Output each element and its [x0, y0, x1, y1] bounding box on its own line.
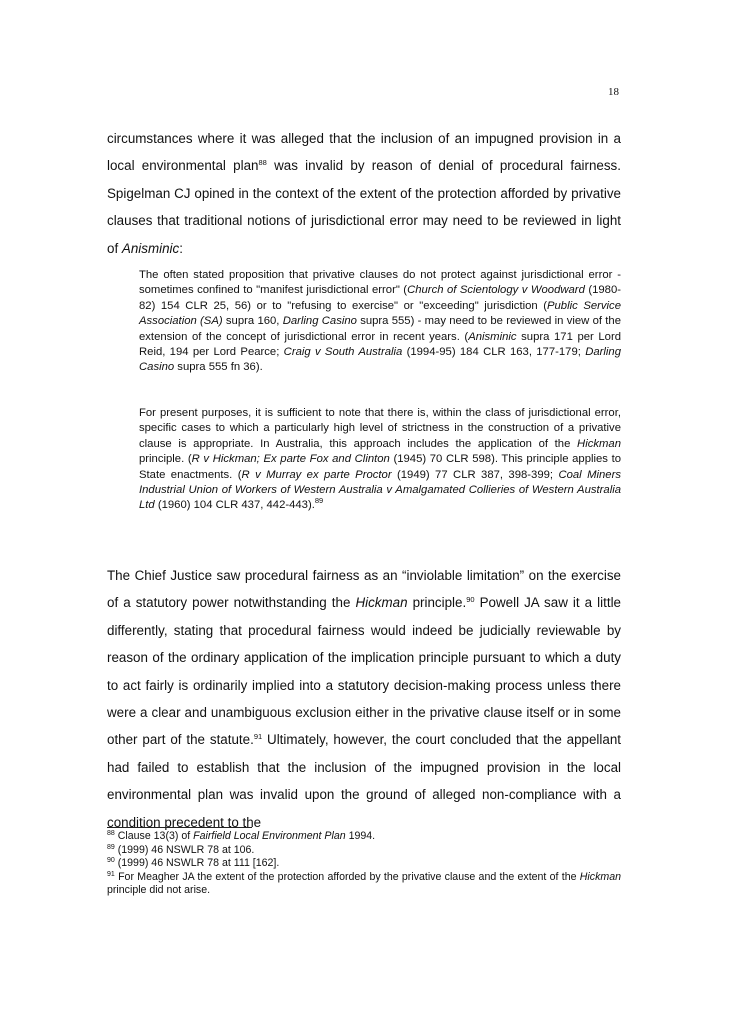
- case-name: Public Service Association (SA): [139, 299, 621, 328]
- text: (1999) 46 NSWLR 78 at 111 [162].: [114, 857, 280, 869]
- text: supra 160,: [222, 315, 283, 328]
- footnote-number: 88: [107, 830, 115, 837]
- text: :: [179, 240, 183, 256]
- text: For present purposes, it is sufficient to note that there is, within the class of jurisdictional error, specific cases to which a particularly high level of strictness in the construction of a privative clause is appropriate. In Australia, this approach includes the application of the: [139, 407, 621, 450]
- title: Fairfield Local Environment Plan: [193, 830, 346, 842]
- case-name: Anisminic: [468, 330, 517, 343]
- text: Powell JA saw it a little differently, stating that procedural fairness would indeed be judicially reviewable by reason of the ordinary application of the implication principle pursuant to which a duty to act fairly is ordinarily implied into a statutory decision-making process unless there were a clear and unambiguous exclusion either in the privative clause itself or in some other part of the statute.: [107, 595, 621, 748]
- case-name: Church of Scientology v Woodward: [407, 284, 585, 297]
- case-name: Craig v South Australia: [283, 346, 403, 359]
- footnote-ref-91: 91: [253, 732, 263, 742]
- footnote-89: [107, 844, 621, 858]
- footnote-divider: [107, 827, 252, 828]
- footnote-number: 91: [107, 870, 115, 878]
- text: supra 171 per Lord Reid, 194 per Lord Pearce;: [139, 330, 621, 359]
- text: For Meagher JA the extent of the protection afforded by the privative clause and the extent of the: [114, 870, 580, 883]
- text: principle.: [407, 595, 467, 611]
- case-name: R v Murray ex parte Proctor: [241, 468, 392, 481]
- title: Hickman: [579, 870, 621, 883]
- text: (1960) 104 CLR 437, 442-443).: [154, 499, 315, 512]
- body-paragraph-2: [107, 562, 621, 836]
- text: (1945) 70 CLR 598). This principle applies to State enactments. (: [139, 453, 621, 481]
- footnote-number: 90: [107, 857, 115, 864]
- text: The often stated proposition that privative clauses do not protect against jurisdictional error - sometimes confined to "manifest jurisdictional error" (: [139, 269, 621, 297]
- text: circumstances where it was alleged that the inclusion of an impugned provision in a local environmental plan: [107, 131, 621, 174]
- block-quote-1: [139, 268, 621, 376]
- footnote-90: [107, 857, 621, 871]
- text: supra 555) - may need to be reviewed in view of the extension of the concept of jurisdictional error in recent years. (: [139, 315, 621, 343]
- text: supra 555 fn 36).: [174, 361, 263, 374]
- text: 1994.: [345, 830, 376, 842]
- text: was invalid by reason of denial of procedural fairness. Spigelman CJ opined in the context of the extent of the protection afforded by privative clauses that traditional notions of jurisdictional error may need to be reviewed in light of: [107, 158, 621, 256]
- case-name: Hickman: [577, 437, 621, 450]
- footnote-91: [107, 871, 621, 898]
- text: The Chief Justice saw procedural fairness as an “inviolable limitation” on the exercise of a statutory power notwithstanding the: [107, 568, 621, 611]
- text: (1994-95) 184 CLR 163, 177-179;: [402, 346, 586, 359]
- page-number: 18: [608, 86, 619, 98]
- footnote-ref-88: 88: [258, 158, 267, 168]
- text: principle did not arise.: [107, 884, 211, 896]
- text: Clause 13(3) of: [114, 830, 194, 842]
- text: (1999) 46 NSWLR 78 at 106.: [114, 843, 255, 856]
- footnote-ref-89: 89: [314, 496, 324, 506]
- block-quote-2: [139, 406, 621, 514]
- text: Ultimately, however, the court concluded that the appellant had failed to establish that the inclusion of the impugned provision in the local environmental plan was invalid upon the ground of alleged non-compliance with a condition precedent to the: [107, 732, 621, 830]
- case-name: Darling Casino: [282, 315, 357, 328]
- case-name: Anisminic: [121, 240, 180, 256]
- footnote-88: [107, 830, 621, 844]
- case-name: Coal Miners Industrial Union of Workers of Western Australia v Amalgamated Collieries of Western Australia Ltd: [139, 468, 621, 512]
- footnote-ref-90: 90: [466, 595, 475, 605]
- case-name: R v Hickman; Ex parte Fox and Clinton: [191, 453, 390, 466]
- footnote-number: 89: [107, 843, 115, 851]
- text: principle. (: [139, 453, 192, 466]
- text: (1949) 77 CLR 387, 398-399;: [391, 468, 559, 481]
- case-name: Darling Casino: [139, 346, 621, 374]
- body-paragraph-1: [107, 125, 621, 262]
- text: (1980-82) 154 CLR 25, 56) or to "refusing to exercise" or "exceeding" jurisdiction (: [139, 284, 621, 312]
- case-name: Hickman: [355, 595, 408, 611]
- footnotes: [107, 830, 621, 898]
